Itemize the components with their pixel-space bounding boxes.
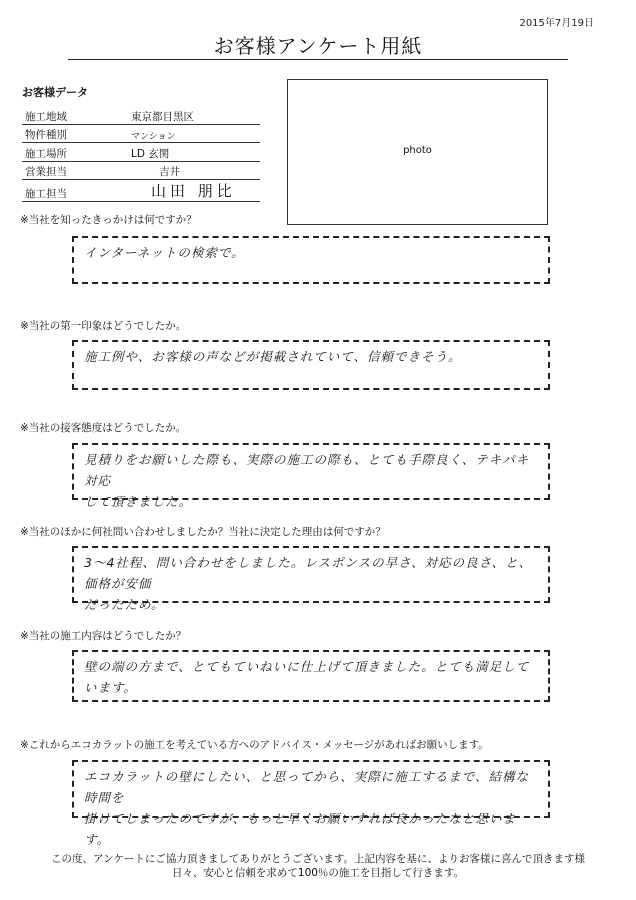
- title-underline: [68, 59, 568, 60]
- answer-box-5: [72, 650, 550, 702]
- page-title: お客様アンケート用紙: [213, 34, 423, 58]
- row-value: LD 玄関: [111, 143, 260, 162]
- question-3: ※当社の接客態度はどうでしたか。: [20, 422, 187, 434]
- footer-line-2: 日々、安心と信頼を求めて100％の施工を目指して行きます。: [171, 867, 465, 879]
- answer-6: エコカラットの壁にしたい、と思ってから、実際に施工するまで、結構な時間を 掛けてしまったのですが、もっと早くお願いすれば良かったなと思います。: [84, 769, 530, 847]
- row-value: 東京都目黒区: [111, 106, 260, 124]
- answer-box-2: [72, 340, 550, 390]
- answer-2: 施工例や、お客様の声などが掲載されていて、信頼できそう。: [84, 349, 462, 364]
- question-4: ※当社のほかに何社問い合わせしましたか？当社に決定した理由は何ですか？: [20, 526, 386, 538]
- question-2: ※当社の第一印象はどうでしたか。: [20, 320, 187, 332]
- row-value: 吉井: [111, 161, 260, 180]
- customer-row: [22, 180, 260, 202]
- answer-5: 壁の端の方まで、とてもていねいに仕上げて頂きました。とても満足しています。: [84, 659, 530, 695]
- row-key: 施工場所: [22, 143, 111, 162]
- answer-box-3: [72, 443, 550, 509]
- answer-3: 見積りをお願いした際も、実際の施工の際も、とても手際良く、テキパキ対応 して頂きました。: [84, 452, 530, 509]
- row-key: 施工担当: [22, 180, 111, 202]
- customer-section-label: お客様データ: [22, 86, 88, 99]
- answer-box-1: [72, 236, 550, 284]
- answer-box-4: [72, 546, 550, 612]
- customer-row: [22, 106, 260, 124]
- row-value: マンション: [111, 124, 260, 143]
- row-key: 営業担当: [22, 161, 111, 180]
- answer-1: インターネットの検索で。: [84, 245, 245, 260]
- photo-label: photo: [403, 145, 432, 156]
- answer-4: 3〜4社程、問い合わせをしました。レスポンスの早さ、対応の良さ、と、価格が安価 だったため。: [84, 555, 533, 612]
- customer-row: [22, 161, 260, 180]
- question-1: ※当社を知ったきっかけは何ですか？: [20, 214, 197, 226]
- footer-message: [0, 852, 636, 880]
- survey-date: 2015年7月19日: [519, 18, 594, 29]
- question-6: ※これからエコカラットの施工を考えている方へのアドバイス・メッセージがあればお願いします。: [20, 739, 489, 751]
- answer-box-6: [72, 760, 550, 847]
- customer-row: [22, 143, 260, 162]
- row-value-handwritten: 山田 朋比: [111, 180, 260, 202]
- customer-data-table: [22, 106, 260, 202]
- footer-line-1: この度、アンケートにご協力頂きましてありがとうございます。上記内容を基に、よりお客様に喜んで頂きます様: [50, 853, 586, 865]
- row-key: 物件種別: [22, 124, 111, 143]
- customer-row: [22, 124, 260, 143]
- row-key: 施工地域: [22, 106, 111, 124]
- question-5: ※当社の施工内容はどうでしたか？: [20, 630, 187, 642]
- photo-placeholder: [287, 79, 548, 225]
